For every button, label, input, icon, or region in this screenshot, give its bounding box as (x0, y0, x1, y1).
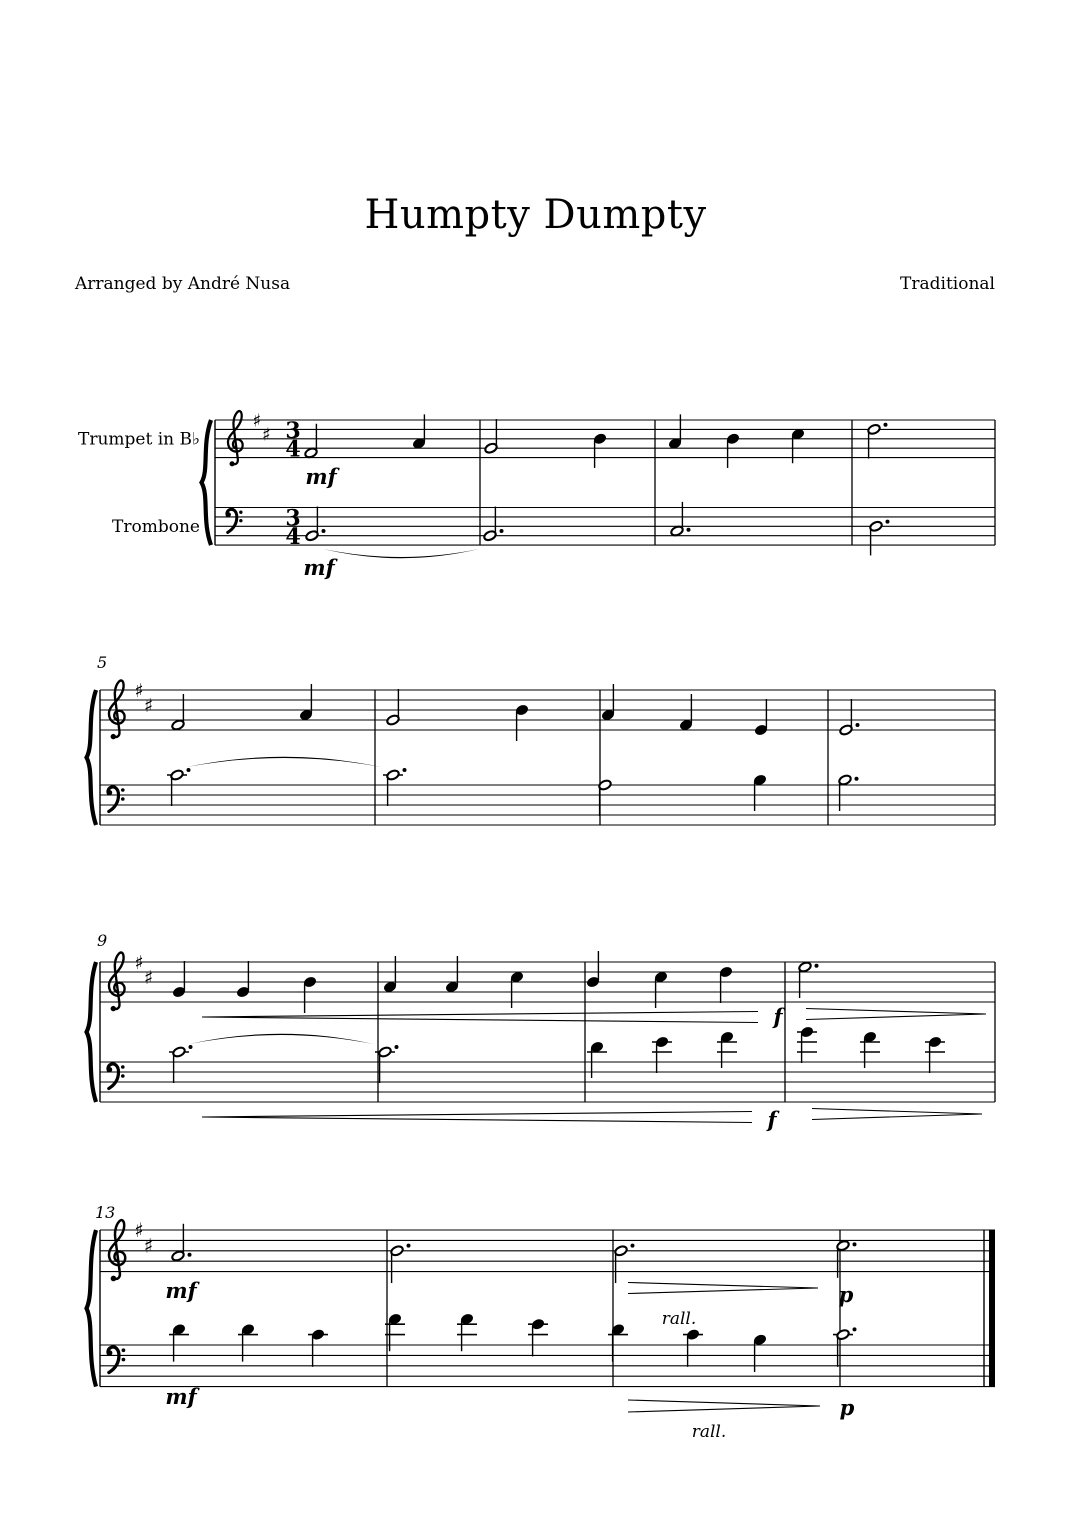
note (483, 507, 504, 542)
key-signature-sharp: ♯ (143, 1234, 154, 1258)
hairpin-diminuendo (806, 1009, 986, 1020)
expression-marking: rall. (691, 1422, 727, 1442)
note (797, 1025, 817, 1063)
measure-number: 9 (97, 931, 108, 950)
system-1 (78, 410, 995, 580)
note (484, 419, 498, 454)
key-signature-sharp: ♯ (262, 424, 271, 446)
key-signature-sharp: ♯ (134, 679, 144, 702)
note (598, 779, 612, 816)
system-2 (87, 653, 996, 825)
note (867, 423, 888, 459)
system-brace (87, 962, 97, 1102)
note (652, 1035, 672, 1073)
expression-marking: rall. (661, 1309, 697, 1329)
note (683, 1328, 703, 1367)
note (305, 507, 326, 542)
hairpin-crescendo (202, 1112, 752, 1123)
measure-number: 13 (95, 1203, 116, 1222)
augmentation-dot (884, 423, 888, 427)
augmentation-dot (853, 1242, 857, 1246)
key-signature-sharp: ♯ (252, 410, 262, 432)
bass-clef-icon (107, 1347, 125, 1373)
augmentation-dot (407, 1244, 411, 1248)
augmentation-dot (853, 1327, 857, 1331)
note (514, 703, 529, 741)
note (592, 432, 607, 468)
dynamic-marking: p (838, 1282, 854, 1307)
augmentation-dot (687, 528, 691, 532)
augmentation-dot (187, 768, 191, 772)
dynamic-marking: mf (305, 464, 337, 489)
augmentation-dot (188, 1253, 192, 1257)
augmentation-dot (322, 529, 326, 533)
note (833, 1327, 857, 1366)
measure-number: 5 (97, 653, 108, 672)
instrument-label-trumpet: Trumpet in B♭ (77, 429, 200, 450)
dynamic-marking: mf (303, 555, 335, 580)
note (169, 1045, 193, 1083)
note (235, 961, 250, 999)
tie (189, 1034, 373, 1044)
tie (187, 757, 381, 767)
note (869, 520, 890, 556)
system-4 (87, 1203, 996, 1442)
note (383, 768, 407, 806)
dynamic-marking: mf (165, 1278, 197, 1303)
hairpin-crescendo (202, 1012, 758, 1023)
composer-credit: Traditional (900, 274, 995, 294)
system-brace (202, 420, 212, 545)
note (308, 1328, 328, 1367)
piece-title: Humpty Dumpty (364, 192, 707, 238)
system-brace (87, 690, 97, 825)
dynamic-marking: f (767, 1107, 777, 1132)
hairpin-diminuendo (628, 1400, 820, 1412)
note (585, 951, 600, 989)
augmentation-dot (403, 768, 407, 772)
note (528, 1317, 548, 1356)
instrument-label-trombone: Trombone (112, 516, 200, 537)
key-signature-sharp: ♯ (134, 951, 144, 974)
arranger-credit: Arranged by André Nusa (75, 274, 291, 294)
final-barline-thick (989, 1230, 995, 1387)
time-signature-denominator: 4 (285, 436, 301, 463)
key-signature-sharp: ♯ (134, 1219, 144, 1243)
augmentation-dot (855, 777, 859, 781)
dynamic-marking: f (773, 1004, 783, 1029)
bass-clef-icon (107, 1064, 125, 1089)
augmentation-dot (395, 1045, 399, 1049)
time-signature-numerator: 3 (285, 417, 301, 444)
note (167, 768, 191, 806)
note (302, 975, 317, 1013)
note (753, 699, 768, 737)
note (725, 432, 740, 468)
bass-clef-icon (226, 509, 243, 532)
augmentation-dot (815, 964, 819, 968)
note (925, 1035, 945, 1073)
note (718, 965, 733, 1003)
bass-clef-icon (107, 787, 125, 812)
augmentation-dot (500, 529, 504, 533)
hairpin-diminuendo (628, 1283, 818, 1294)
augmentation-dot (886, 520, 890, 524)
augmentation-dot (631, 1244, 635, 1248)
key-signature-sharp: ♯ (143, 694, 154, 717)
augmentation-dot (856, 723, 860, 727)
tie (323, 549, 479, 558)
note (614, 1244, 635, 1283)
dynamic-marking: p (839, 1395, 855, 1420)
note (390, 1244, 411, 1283)
system-brace (87, 1230, 97, 1387)
note (386, 689, 400, 726)
time-signature-denominator: 4 (285, 524, 301, 551)
dynamic-marking: mf (165, 1384, 197, 1409)
key-signature-sharp: ♯ (143, 966, 154, 989)
augmentation-dot (189, 1045, 193, 1049)
note (171, 961, 186, 999)
hairpin-diminuendo (812, 1109, 982, 1120)
time-signature-numerator: 3 (285, 505, 301, 532)
system-3 (87, 931, 996, 1132)
